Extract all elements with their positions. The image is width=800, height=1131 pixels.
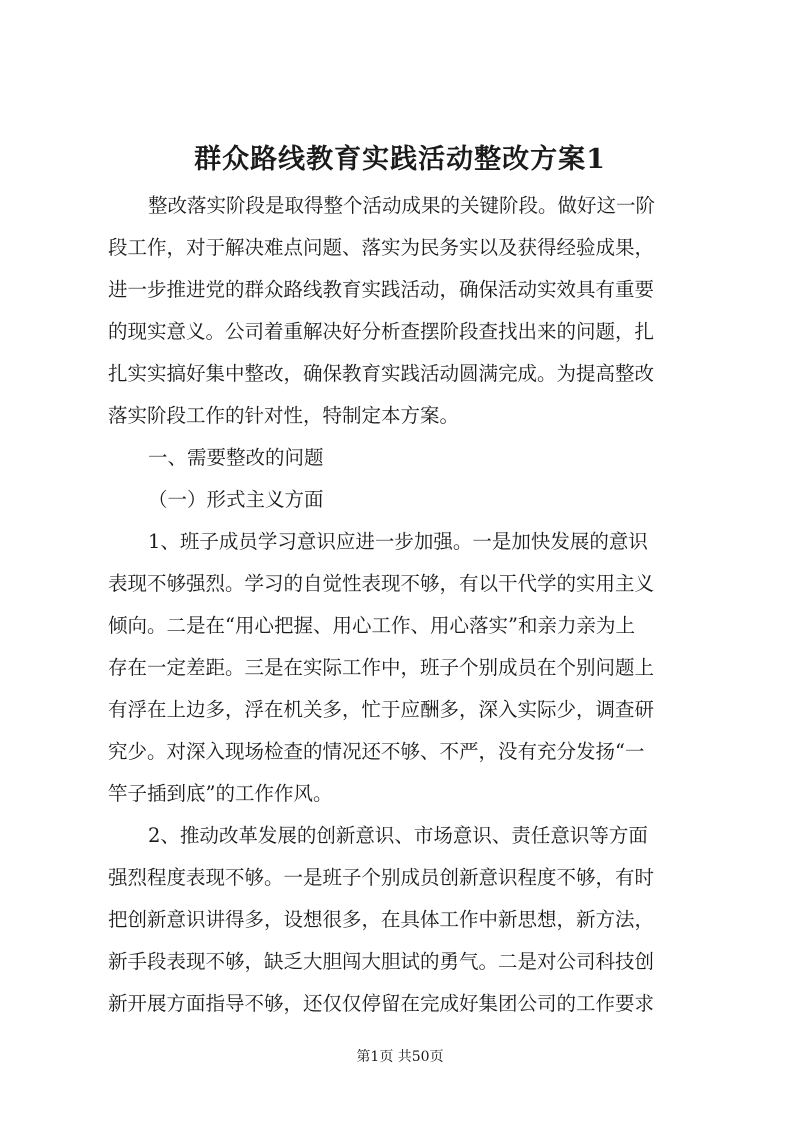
subsection-heading: （一）形式主义方面 (148, 488, 324, 511)
body-line: 进一步推进党的群众路线教育实践活动，确保活动实效具有重要 (108, 278, 655, 301)
body-line: 段工作，对于解决难点问题、落实为民务实以及获得经验成果， (108, 236, 655, 259)
body-line: 新开展方面指导不够，还仅仅停留在完成好集团公司的工作要求 (108, 992, 655, 1015)
body-line: 2、推动改革发展的创新意识、市场意识、责任意识等方面 (148, 824, 648, 847)
body-line: 倾向。二是在“用心把握、用心工作、用心落实”和亲力亲为上 (108, 614, 635, 637)
document-title: 群众路线教育实践活动整改方案1 (194, 144, 606, 175)
page-footer: 第1页 共50页 (356, 1049, 444, 1065)
body-line: 表现不够强烈。学习的自觉性表现不够，有以干代学的实用主义 (108, 572, 655, 595)
body-line: 强烈程度表现不够。一是班子个别成员创新意识程度不够，有时 (108, 866, 655, 889)
body-line: 究少。对深入现场检查的情况还不够、不严，没有充分发扬“一 (108, 740, 645, 763)
body-line: 有浮在上边多，浮在机关多，忙于应酬多，深入实际少，调查研 (108, 698, 655, 721)
body-line: 落实阶段工作的针对性，特制定本方案。 (108, 404, 460, 427)
body-line: 竿子插到底”的工作作风。 (108, 782, 333, 805)
body-line: 存在一定差距。三是在实际工作中，班子个别成员在个别问题上 (108, 656, 655, 679)
body-line: 扎实实搞好集中整改，确保教育实践活动圆满完成。为提高整改 (108, 362, 655, 385)
section-heading: 一、需要整改的问题 (148, 446, 324, 469)
body-line: 把创新意识讲得多，设想很多，在具体工作中新思想，新方法， (108, 908, 655, 931)
body-line: 整改落实阶段是取得整个活动成果的关键阶段。做好这一阶 (148, 194, 656, 217)
body-line: 1、班子成员学习意识应进一步加强。一是加快发展的意识 (148, 530, 648, 553)
body-line: 的现实意义。公司着重解决好分析查摆阶段查找出来的问题，扎 (108, 320, 655, 343)
body-line: 新手段表现不够，缺乏大胆闯大胆试的勇气。二是对公司科技创 (108, 950, 655, 973)
